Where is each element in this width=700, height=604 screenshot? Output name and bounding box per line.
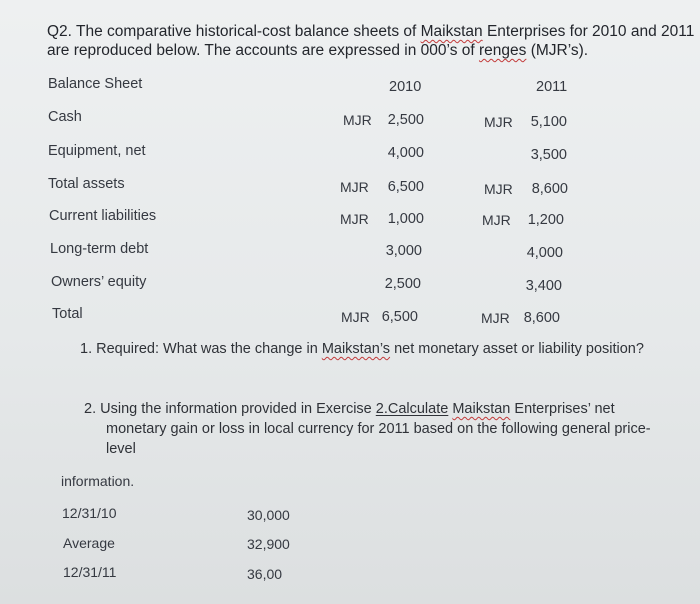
company-name: Maikstan bbox=[420, 23, 483, 40]
row-cash-2010: 2,500 bbox=[387, 112, 424, 128]
row-label-cash: Cash bbox=[48, 109, 82, 125]
currency-word: renges bbox=[478, 42, 527, 59]
question-2-line-2: monetary gain or loss in local currency for 2011 based on the following general price- bbox=[106, 421, 651, 437]
row-total-2010: 6,500 bbox=[381, 309, 418, 325]
info-value-end: 36,00 bbox=[247, 566, 283, 582]
row-total-2011: 8,600 bbox=[523, 310, 560, 326]
row-current-liabilities-2011: 1,200 bbox=[527, 212, 564, 228]
row-current-liabilities-2010: 1,000 bbox=[387, 211, 424, 227]
info-value-start: 30,000 bbox=[247, 507, 290, 523]
table-header-2011: 2011 bbox=[536, 79, 568, 95]
table-header-2010: 2010 bbox=[389, 79, 422, 95]
info-label-average: Average bbox=[63, 535, 115, 551]
row-label-current-liabilities: Current liabilities bbox=[49, 208, 157, 224]
row-cash-2011: 5,100 bbox=[530, 114, 567, 130]
question-title-line-2: are reproduced below. The accounts are expressed in 000’s of renges (MJR’s). bbox=[47, 42, 589, 59]
row-total-currency-2010: MJR bbox=[341, 309, 370, 325]
row-cash-currency-2011: MJR bbox=[484, 114, 513, 130]
row-total-assets-currency-2010: MJR bbox=[340, 179, 369, 195]
row-equipment-2011: 3,500 bbox=[530, 147, 567, 163]
question-2-line-3: level bbox=[106, 441, 136, 457]
row-total-assets-currency-2011: MJR bbox=[484, 181, 513, 197]
row-cash-currency-2010: MJR bbox=[343, 112, 372, 128]
exercise-reference: 2.Calculate bbox=[375, 401, 449, 417]
row-label-owners-equity: Owners’ equity bbox=[51, 274, 147, 290]
row-label-total: Total bbox=[52, 306, 83, 322]
info-label-end: 12/31/11 bbox=[63, 564, 117, 580]
row-label-total-assets: Total assets bbox=[48, 176, 125, 192]
question-1: 1. Required: What was the change in Maikstan’s net monetary asset or liability position? bbox=[80, 341, 644, 357]
row-long-term-debt-2011: 4,000 bbox=[526, 245, 563, 261]
info-heading: information. bbox=[61, 473, 135, 489]
row-long-term-debt-2010: 3,000 bbox=[385, 243, 422, 259]
row-owners-equity-2010: 2,500 bbox=[384, 276, 421, 292]
company-possessive: Maikstan’s bbox=[321, 341, 391, 357]
info-label-start: 12/31/10 bbox=[62, 505, 117, 521]
row-label-long-term-debt: Long-term debt bbox=[50, 241, 149, 257]
row-total-assets-2010: 6,500 bbox=[387, 179, 424, 195]
company-name-q2: Maikstan bbox=[452, 401, 511, 417]
row-equipment-2010: 4,000 bbox=[387, 145, 424, 161]
row-label-equipment: Equipment, net bbox=[48, 143, 146, 159]
table-header-label: Balance Sheet bbox=[48, 76, 143, 92]
question-title-line-1: Q2. The comparative historical-cost balance sheets of Maikstan Enterprises for 2010 and 2011 bbox=[47, 23, 695, 40]
row-current-liabilities-currency-2010: MJR bbox=[340, 211, 369, 227]
row-current-liabilities-currency-2011: MJR bbox=[482, 212, 511, 228]
row-total-assets-2011: 8,600 bbox=[531, 181, 568, 197]
row-total-currency-2011: MJR bbox=[481, 310, 510, 326]
question-2-line-1: 2. Using the information provided in Exercise 2.Calculate Maikstan Enterprises’ net bbox=[84, 401, 615, 417]
row-owners-equity-2011: 3,400 bbox=[525, 278, 562, 294]
info-value-average: 32,900 bbox=[247, 536, 290, 552]
